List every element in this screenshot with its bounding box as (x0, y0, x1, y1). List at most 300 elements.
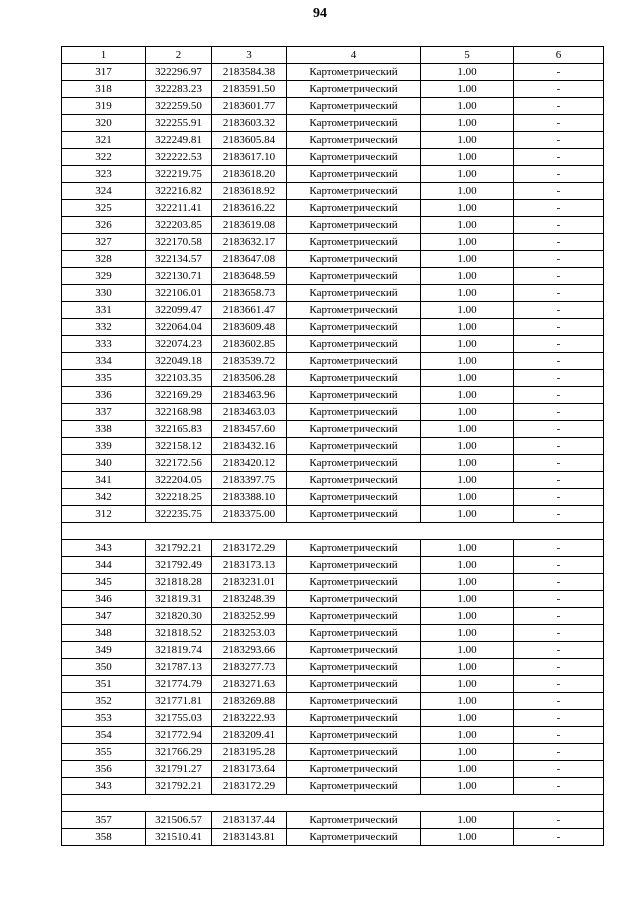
coord-y-cell: 2183616.22 (212, 200, 287, 217)
point-number-cell: 323 (62, 166, 146, 183)
coord-x-cell: 321792.21 (146, 778, 212, 795)
point-number-cell (62, 523, 146, 540)
page-number: 94 (313, 6, 327, 21)
coord-y-cell: 2183603.32 (212, 115, 287, 132)
accuracy-cell: 1.00 (421, 625, 514, 642)
note-cell: - (514, 540, 604, 557)
accuracy-cell: 1.00 (421, 727, 514, 744)
point-number-cell: 346 (62, 591, 146, 608)
point-number-cell: 358 (62, 829, 146, 846)
coord-y-cell: 2183602.85 (212, 336, 287, 353)
point-number-cell: 329 (62, 268, 146, 285)
note-cell: - (514, 625, 604, 642)
coord-y-cell: 2183463.03 (212, 404, 287, 421)
accuracy-cell: 1.00 (421, 829, 514, 846)
point-number-cell: 356 (62, 761, 146, 778)
note-cell: - (514, 744, 604, 761)
table-row (62, 642, 604, 659)
note-cell: - (514, 81, 604, 98)
accuracy-cell: 1.00 (421, 455, 514, 472)
method-cell: Картометрический (287, 659, 421, 676)
table-row (62, 404, 604, 421)
coord-x-cell: 321510.41 (146, 829, 212, 846)
coord-y-cell: 2183172.29 (212, 778, 287, 795)
point-number-cell: 334 (62, 353, 146, 370)
note-cell: - (514, 217, 604, 234)
accuracy-cell: 1.00 (421, 268, 514, 285)
table-row (62, 795, 604, 812)
coord-y-cell: 2183617.10 (212, 149, 287, 166)
coord-y-cell: 2183231.01 (212, 574, 287, 591)
accuracy-cell: 1.00 (421, 149, 514, 166)
coord-x-cell: 321766.29 (146, 744, 212, 761)
table-row (62, 81, 604, 98)
method-cell: Картометрический (287, 540, 421, 557)
coord-x-cell: 322130.71 (146, 268, 212, 285)
point-number-cell: 325 (62, 200, 146, 217)
coord-y-cell: 2183209.41 (212, 727, 287, 744)
table-row (62, 761, 604, 778)
table-row (62, 183, 604, 200)
coord-x-cell: 322203.85 (146, 217, 212, 234)
note-cell: - (514, 455, 604, 472)
coord-x-cell: 321506.57 (146, 812, 212, 829)
note-cell: - (514, 183, 604, 200)
note-cell: - (514, 642, 604, 659)
coord-y-cell: 2183253.03 (212, 625, 287, 642)
coord-y-cell: 2183420.12 (212, 455, 287, 472)
coord-x-cell: 321787.13 (146, 659, 212, 676)
table-row (62, 421, 604, 438)
coord-y-cell: 2183397.75 (212, 472, 287, 489)
accuracy-cell: 1.00 (421, 591, 514, 608)
table-row (62, 523, 604, 540)
coord-x-cell: 321772.94 (146, 727, 212, 744)
table-row (62, 472, 604, 489)
accuracy-cell: 1.00 (421, 608, 514, 625)
point-number-cell: 326 (62, 217, 146, 234)
method-cell: Картометрический (287, 676, 421, 693)
coord-x-cell (146, 795, 212, 812)
accuracy-cell: 1.00 (421, 319, 514, 336)
accuracy-cell: 1.00 (421, 387, 514, 404)
method-cell: Картометрический (287, 149, 421, 166)
header-cell: 5 (421, 47, 514, 64)
accuracy-cell: 1.00 (421, 489, 514, 506)
coord-x-cell: 322106.01 (146, 285, 212, 302)
method-cell: Картометрический (287, 98, 421, 115)
coord-x-cell: 322296.97 (146, 64, 212, 81)
coord-y-cell: 2183618.92 (212, 183, 287, 200)
method-cell: Картометрический (287, 217, 421, 234)
accuracy-cell: 1.00 (421, 744, 514, 761)
point-number-cell: 327 (62, 234, 146, 251)
accuracy-cell: 1.00 (421, 336, 514, 353)
table-row (62, 744, 604, 761)
accuracy-cell (421, 523, 514, 540)
table-row (62, 200, 604, 217)
note-cell: - (514, 659, 604, 676)
point-number-cell: 357 (62, 812, 146, 829)
coord-x-cell: 322103.35 (146, 370, 212, 387)
table-row (62, 591, 604, 608)
table-row (62, 166, 604, 183)
table-row (62, 302, 604, 319)
point-number-cell: 312 (62, 506, 146, 523)
coord-y-cell: 2183252.99 (212, 608, 287, 625)
coord-x-cell: 322134.57 (146, 251, 212, 268)
coord-x-cell: 322235.75 (146, 506, 212, 523)
method-cell: Картометрический (287, 268, 421, 285)
method-cell: Картометрический (287, 608, 421, 625)
method-cell: Картометрический (287, 744, 421, 761)
method-cell: Картометрический (287, 761, 421, 778)
coord-y-cell: 2183293.66 (212, 642, 287, 659)
table-row (62, 285, 604, 302)
note-cell: - (514, 234, 604, 251)
coord-y-cell: 2183463.96 (212, 387, 287, 404)
accuracy-cell: 1.00 (421, 81, 514, 98)
point-number-cell: 341 (62, 472, 146, 489)
table-row (62, 659, 604, 676)
accuracy-cell: 1.00 (421, 540, 514, 557)
table-header-row (62, 47, 604, 64)
point-number-cell: 321 (62, 132, 146, 149)
note-cell: - (514, 387, 604, 404)
method-cell: Картометрический (287, 200, 421, 217)
coord-x-cell: 322218.25 (146, 489, 212, 506)
method-cell: Картометрический (287, 489, 421, 506)
coord-y-cell: 2183601.77 (212, 98, 287, 115)
coord-y-cell: 2183648.59 (212, 268, 287, 285)
method-cell: Картометрический (287, 353, 421, 370)
method-cell: Картометрический (287, 183, 421, 200)
note-cell: - (514, 829, 604, 846)
table-row (62, 710, 604, 727)
coord-x-cell: 321774.79 (146, 676, 212, 693)
coord-x-cell: 321820.30 (146, 608, 212, 625)
point-number-cell: 318 (62, 81, 146, 98)
point-number-cell: 350 (62, 659, 146, 676)
accuracy-cell: 1.00 (421, 132, 514, 149)
accuracy-cell: 1.00 (421, 64, 514, 81)
accuracy-cell: 1.00 (421, 472, 514, 489)
coord-x-cell: 321818.52 (146, 625, 212, 642)
method-cell: Картометрический (287, 302, 421, 319)
note-cell: - (514, 404, 604, 421)
table-row (62, 727, 604, 744)
note-cell: - (514, 574, 604, 591)
header-cell: 6 (514, 47, 604, 64)
table-row (62, 506, 604, 523)
accuracy-cell: 1.00 (421, 115, 514, 132)
method-cell: Картометрический (287, 574, 421, 591)
coordinates-table (61, 46, 604, 846)
note-cell: - (514, 557, 604, 574)
coord-x-cell: 322216.82 (146, 183, 212, 200)
method-cell: Картометрический (287, 693, 421, 710)
table-row (62, 693, 604, 710)
coord-y-cell: 2183609.48 (212, 319, 287, 336)
coord-y-cell (212, 795, 287, 812)
accuracy-cell: 1.00 (421, 200, 514, 217)
note-cell: - (514, 319, 604, 336)
accuracy-cell: 1.00 (421, 778, 514, 795)
note-cell: - (514, 64, 604, 81)
method-cell: Картометрический (287, 132, 421, 149)
note-cell: - (514, 710, 604, 727)
point-number-cell: 351 (62, 676, 146, 693)
accuracy-cell: 1.00 (421, 574, 514, 591)
point-number-cell: 345 (62, 574, 146, 591)
coord-y-cell: 2183632.17 (212, 234, 287, 251)
point-number-cell: 340 (62, 455, 146, 472)
table-row (62, 115, 604, 132)
method-cell: Картометрический (287, 591, 421, 608)
accuracy-cell: 1.00 (421, 285, 514, 302)
table-row (62, 387, 604, 404)
coord-x-cell: 321792.21 (146, 540, 212, 557)
accuracy-cell: 1.00 (421, 506, 514, 523)
point-number-cell: 342 (62, 489, 146, 506)
table-row (62, 98, 604, 115)
coord-x-cell: 322099.47 (146, 302, 212, 319)
note-cell: - (514, 336, 604, 353)
coord-x-cell: 322219.75 (146, 166, 212, 183)
table-row (62, 149, 604, 166)
note-cell: - (514, 421, 604, 438)
point-number-cell: 338 (62, 421, 146, 438)
header-cell: 1 (62, 47, 146, 64)
coord-y-cell: 2183457.60 (212, 421, 287, 438)
coord-x-cell: 322165.83 (146, 421, 212, 438)
coord-y-cell: 2183173.64 (212, 761, 287, 778)
note-cell: - (514, 285, 604, 302)
method-cell: Картометрический (287, 727, 421, 744)
point-number-cell: 347 (62, 608, 146, 625)
coord-y-cell: 2183269.88 (212, 693, 287, 710)
point-number-cell: 320 (62, 115, 146, 132)
method-cell: Картометрический (287, 472, 421, 489)
note-cell: - (514, 132, 604, 149)
point-number-cell: 353 (62, 710, 146, 727)
table-row (62, 217, 604, 234)
coord-y-cell: 2183143.81 (212, 829, 287, 846)
note-cell: - (514, 489, 604, 506)
point-number-cell: 355 (62, 744, 146, 761)
note-cell: - (514, 693, 604, 710)
accuracy-cell: 1.00 (421, 557, 514, 574)
method-cell: Картометрический (287, 625, 421, 642)
note-cell: - (514, 353, 604, 370)
table-row (62, 676, 604, 693)
method-cell: Картометрический (287, 812, 421, 829)
method-cell: Картометрический (287, 829, 421, 846)
coord-x-cell: 322170.58 (146, 234, 212, 251)
accuracy-cell: 1.00 (421, 421, 514, 438)
accuracy-cell: 1.00 (421, 710, 514, 727)
coord-x-cell: 322169.29 (146, 387, 212, 404)
accuracy-cell: 1.00 (421, 302, 514, 319)
point-number-cell: 339 (62, 438, 146, 455)
note-cell: - (514, 727, 604, 744)
coord-x-cell: 322074.23 (146, 336, 212, 353)
table-row (62, 64, 604, 81)
accuracy-cell: 1.00 (421, 642, 514, 659)
table-row (62, 353, 604, 370)
method-cell: Картометрический (287, 710, 421, 727)
point-number-cell: 343 (62, 778, 146, 795)
coord-y-cell (212, 523, 287, 540)
coord-x-cell: 321755.03 (146, 710, 212, 727)
accuracy-cell: 1.00 (421, 234, 514, 251)
note-cell: - (514, 149, 604, 166)
header-cell: 4 (287, 47, 421, 64)
method-cell: Картометрический (287, 81, 421, 98)
coord-y-cell: 2183584.38 (212, 64, 287, 81)
method-cell: Картометрический (287, 387, 421, 404)
note-cell: - (514, 302, 604, 319)
note-cell: - (514, 98, 604, 115)
coord-x-cell: 321791.27 (146, 761, 212, 778)
note-cell: - (514, 251, 604, 268)
table-row (62, 438, 604, 455)
coord-x-cell: 322283.23 (146, 81, 212, 98)
table-row (62, 489, 604, 506)
method-cell: Картометрический (287, 234, 421, 251)
table-row (62, 829, 604, 846)
coord-y-cell: 2183591.50 (212, 81, 287, 98)
coord-y-cell: 2183658.73 (212, 285, 287, 302)
point-number-cell: 352 (62, 693, 146, 710)
table-row (62, 234, 604, 251)
point-number-cell: 344 (62, 557, 146, 574)
point-number-cell: 354 (62, 727, 146, 744)
coord-x-cell: 322158.12 (146, 438, 212, 455)
coord-x-cell: 321818.28 (146, 574, 212, 591)
table-row (62, 132, 604, 149)
point-number-cell (62, 795, 146, 812)
coord-x-cell: 321771.81 (146, 693, 212, 710)
method-cell: Картометрический (287, 370, 421, 387)
note-cell: - (514, 166, 604, 183)
coord-y-cell: 2183506.28 (212, 370, 287, 387)
point-number-cell: 319 (62, 98, 146, 115)
coord-x-cell: 322204.05 (146, 472, 212, 489)
note-cell: - (514, 812, 604, 829)
note-cell: - (514, 370, 604, 387)
table-row (62, 574, 604, 591)
point-number-cell: 324 (62, 183, 146, 200)
point-number-cell: 331 (62, 302, 146, 319)
method-cell: Картометрический (287, 64, 421, 81)
table-row (62, 608, 604, 625)
point-number-cell: 348 (62, 625, 146, 642)
accuracy-cell: 1.00 (421, 676, 514, 693)
note-cell: - (514, 778, 604, 795)
coord-x-cell: 322249.81 (146, 132, 212, 149)
header-cell: 2 (146, 47, 212, 64)
coord-y-cell: 2183222.93 (212, 710, 287, 727)
table-row (62, 336, 604, 353)
method-cell: Картометрический (287, 115, 421, 132)
method-cell: Картометрический (287, 336, 421, 353)
method-cell: Картометрический (287, 421, 421, 438)
point-number-cell: 328 (62, 251, 146, 268)
coord-x-cell: 321819.31 (146, 591, 212, 608)
method-cell: Картометрический (287, 642, 421, 659)
note-cell (514, 523, 604, 540)
note-cell (514, 795, 604, 812)
table-row (62, 540, 604, 557)
coord-y-cell: 2183618.20 (212, 166, 287, 183)
coord-y-cell: 2183661.47 (212, 302, 287, 319)
coord-y-cell: 2183137.44 (212, 812, 287, 829)
coord-x-cell: 321819.74 (146, 642, 212, 659)
coord-x-cell: 322172.56 (146, 455, 212, 472)
coord-x-cell (146, 523, 212, 540)
point-number-cell: 322 (62, 149, 146, 166)
accuracy-cell: 1.00 (421, 370, 514, 387)
method-cell: Картометрический (287, 778, 421, 795)
coord-x-cell: 322049.18 (146, 353, 212, 370)
table-row (62, 251, 604, 268)
table-row (62, 319, 604, 336)
coord-x-cell: 322255.91 (146, 115, 212, 132)
coord-y-cell: 2183647.08 (212, 251, 287, 268)
point-number-cell: 332 (62, 319, 146, 336)
coord-y-cell: 2183432.16 (212, 438, 287, 455)
coord-x-cell: 322211.41 (146, 200, 212, 217)
accuracy-cell: 1.00 (421, 659, 514, 676)
accuracy-cell: 1.00 (421, 812, 514, 829)
coord-y-cell: 2183388.10 (212, 489, 287, 506)
note-cell: - (514, 591, 604, 608)
table-row (62, 625, 604, 642)
accuracy-cell: 1.00 (421, 761, 514, 778)
accuracy-cell: 1.00 (421, 353, 514, 370)
note-cell: - (514, 438, 604, 455)
method-cell: Картометрический (287, 166, 421, 183)
accuracy-cell: 1.00 (421, 166, 514, 183)
table-body (62, 64, 604, 846)
note-cell: - (514, 200, 604, 217)
point-number-cell: 343 (62, 540, 146, 557)
point-number-cell: 317 (62, 64, 146, 81)
accuracy-cell: 1.00 (421, 98, 514, 115)
method-cell: Картометрический (287, 438, 421, 455)
header-cell: 3 (212, 47, 287, 64)
coord-y-cell: 2183195.28 (212, 744, 287, 761)
coord-y-cell: 2183173.13 (212, 557, 287, 574)
table-row (62, 370, 604, 387)
method-cell: Картометрический (287, 506, 421, 523)
accuracy-cell: 1.00 (421, 251, 514, 268)
note-cell: - (514, 268, 604, 285)
coord-y-cell: 2183375.00 (212, 506, 287, 523)
point-number-cell: 330 (62, 285, 146, 302)
coord-y-cell: 2183271.63 (212, 676, 287, 693)
point-number-cell: 333 (62, 336, 146, 353)
accuracy-cell: 1.00 (421, 217, 514, 234)
method-cell (287, 795, 421, 812)
accuracy-cell: 1.00 (421, 404, 514, 421)
method-cell: Картометрический (287, 285, 421, 302)
coord-x-cell: 322064.04 (146, 319, 212, 336)
point-number-cell: 336 (62, 387, 146, 404)
point-number-cell: 337 (62, 404, 146, 421)
note-cell: - (514, 608, 604, 625)
